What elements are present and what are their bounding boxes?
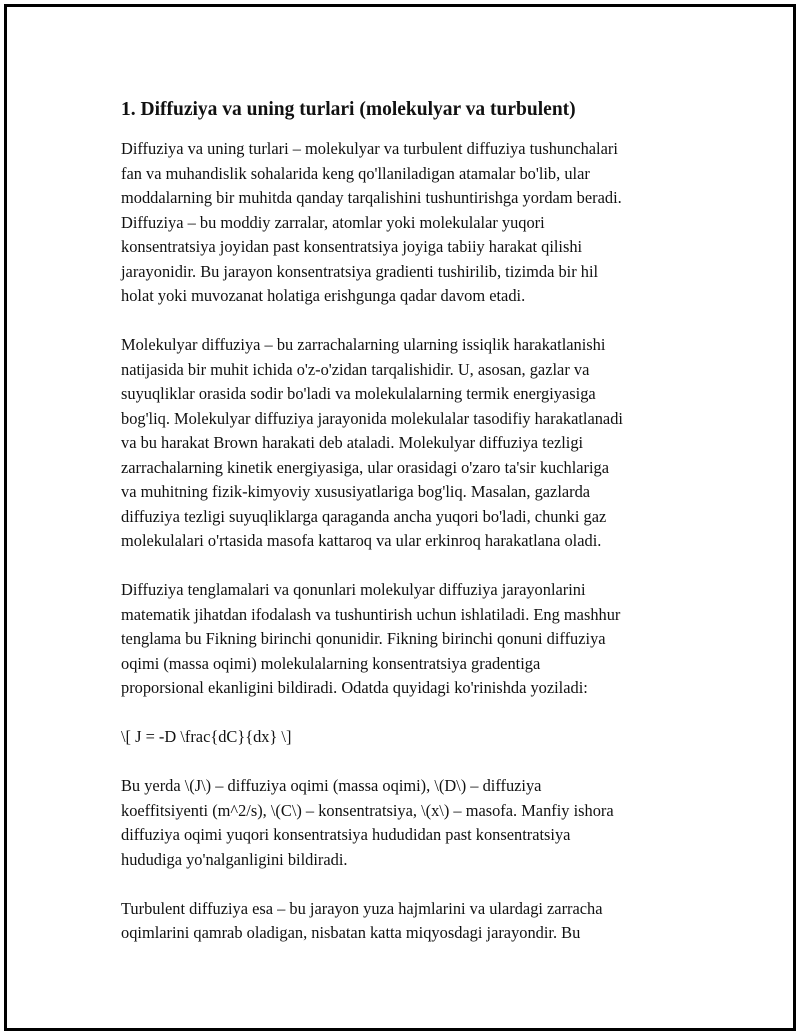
text-line: natijasida bir muhit ichida o'z-o'zidan tarqalishidir. U, asosan, gazlar va — [121, 359, 590, 379]
text-line: molekulalari o'rtasida masofa kattaroq va ular erkinroq harakatlana oladi. — [121, 531, 602, 550]
text-line: moddalarning bir muhitda qanday tarqalishini tushuntirishga yordam beradi. — [121, 188, 622, 207]
text-line: Molekulyar diffuziya – bu zarrachalarning ularning issiqlik harakatlanishi — [121, 335, 606, 354]
text-line: hududiga yo'nalganligini bildiradi. — [121, 849, 348, 869]
text-line: va muhitning fizik-kimyoviy xususiyatlariga bog'liq. Masalan, gazlarda — [121, 482, 591, 501]
text-line: Diffuziya va uning turlari – molekulyar va turbulent diffuziya tushunchalari — [121, 139, 618, 158]
text-line: oqimlarini qamrab oladigan, nisbatan katta miqyosdagi jarayondir. Bu — [121, 923, 581, 942]
text-line: bog'liq. Molekulyar diffuziya jarayonida molekulalar tasodifiy harakatlanadi — [121, 408, 623, 428]
text-line: proporsional ekanligini bildiradi. Odatda quyidagi ko'rinishda yoziladi: — [121, 678, 588, 697]
text-line: koeffitsiyenti (m^2/s), \(C\) – konsentratsiya, \(x\) – masofa. Manfiy ishora — [121, 800, 614, 820]
paragraph-diffusion-intro — [121, 137, 701, 309]
text-line: jarayonidir. Bu jarayon konsentratsiya gradienti tushirilib, tizimda bir hil — [121, 261, 599, 281]
text-line: Diffuziya tenglamalari va qonunlari molekulyar diffuziya jarayonlarini — [121, 580, 586, 599]
paragraph-formula-explanation — [121, 774, 701, 872]
paragraph-diffusion-equations — [121, 578, 701, 701]
text-line: tenglama bu Fikning birinchi qonunidir. Fikning birinchi qonuni diffuziya — [121, 629, 606, 648]
text-line: Diffuziya – bu moddiy zarralar, atomlar yoki molekulalar yuqori — [121, 212, 545, 232]
paragraph-molecular-diffusion — [121, 333, 701, 554]
paragraph-formula — [121, 725, 701, 750]
text-line: suyuqliklar orasida sodir bo'ladi va molekulalarning termik energiyasiga — [121, 384, 596, 403]
text-line: zarrachalarning kinetik energiyasiga, ular orasidagi o'zaro ta'sir kuchlariga — [121, 457, 610, 477]
page-frame — [4, 4, 796, 1031]
text-line: oqimi (massa oqimi) molekulalarning konsentratsiya gradentiga — [121, 653, 541, 673]
text-line: diffuziya tezligi suyuqliklarga qaraganda ancha yuqori bo'ladi, chunki gaz — [121, 506, 607, 526]
text-line: va bu harakat Brown harakati deb ataladi. Molekulyar diffuziya tezligi — [121, 433, 584, 452]
text-line: holat yoki muvozanat holatiga erishgunga qadar davom etadi. — [121, 286, 526, 305]
paragraph-turbulent-diffusion — [121, 897, 701, 946]
document-body — [121, 97, 701, 970]
formula-line: \[ J = -D \frac{dC}{dx} \] — [121, 727, 292, 746]
text-line: fan va muhandislik sohalarida keng qo'llaniladigan atamalar bo'lib, ular — [121, 163, 590, 183]
document-title: 1. Diffuziya va uning turlari (molekulyar va turbulent) — [121, 99, 576, 120]
text-line: Bu yerda \(J\) – diffuziya oqimi (massa oqimi), \(D\) – diffuziya — [121, 776, 542, 795]
text-line: matematik jihatdan ifodalash va tushuntirish uchun ishlatiladi. Eng mashhur — [121, 604, 621, 624]
text-line: Turbulent diffuziya esa – bu jarayon yuza hajmlarini va ulardagi zarracha — [121, 898, 603, 918]
text-line: konsentratsiya joyidan past konsentratsiya joyiga tabiiy harakat qilishi — [121, 237, 583, 256]
text-line: diffuziya oqimi yuqori konsentratsiya hududidan past konsentratsiya — [121, 825, 571, 844]
